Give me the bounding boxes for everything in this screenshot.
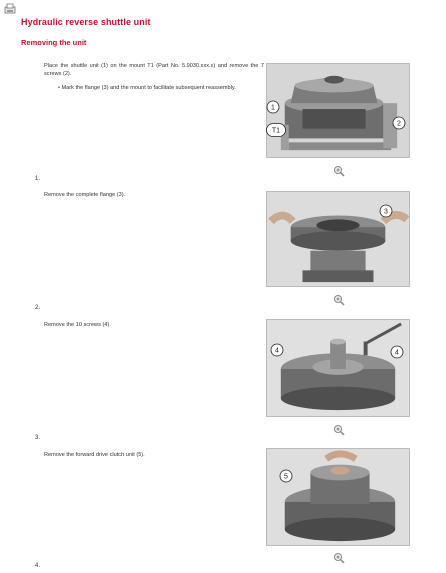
step-1-text: Place the shuttle unit (1) on the mount T1 (Part No. 5.9030.xxx.x) and remove the 7 screws (2). bbox=[44, 63, 264, 77]
callout-t1 bbox=[266, 123, 286, 142]
svg-text:1: 1 bbox=[271, 104, 275, 112]
step-4-photo bbox=[266, 448, 410, 546]
zoom-icon[interactable] bbox=[333, 293, 345, 305]
step-1-bullet bbox=[58, 84, 264, 92]
callout-3 bbox=[379, 204, 393, 223]
step-1-photo bbox=[266, 63, 410, 158]
callout-4-right bbox=[390, 345, 404, 364]
step-1-bullet-text: Mark the flange (3) and the mount to facilitate subsequent reassembly. bbox=[61, 85, 236, 91]
svg-text:5: 5 bbox=[284, 473, 288, 481]
svg-text:2: 2 bbox=[397, 120, 401, 128]
svg-text:4: 4 bbox=[395, 349, 399, 357]
step-number-4: 4. bbox=[35, 563, 41, 569]
step-4-text: Remove the forward drive clutch unit (5). bbox=[44, 452, 145, 458]
document-icon[interactable] bbox=[4, 1, 16, 12]
bullet-icon: • bbox=[58, 85, 62, 91]
page-title: Hydraulic reverse shuttle unit bbox=[21, 17, 151, 27]
step-2-text: Remove the complete flange (3). bbox=[44, 192, 126, 198]
callout-1 bbox=[266, 100, 280, 119]
step-number-2: 2. bbox=[35, 305, 41, 311]
svg-text:3: 3 bbox=[384, 208, 388, 216]
zoom-icon[interactable] bbox=[333, 551, 345, 563]
step-number-1: 1. bbox=[35, 176, 41, 182]
svg-text:4: 4 bbox=[275, 347, 279, 355]
section-title: Removing the unit bbox=[21, 38, 87, 47]
step-3-text: Remove the 10 screws (4). bbox=[44, 322, 111, 328]
step-3-photo bbox=[266, 319, 410, 417]
callout-5 bbox=[279, 469, 293, 488]
zoom-icon[interactable] bbox=[333, 423, 345, 435]
callout-2 bbox=[392, 116, 406, 135]
svg-text:T1: T1 bbox=[271, 127, 281, 135]
step-number-3: 3. bbox=[35, 435, 41, 441]
zoom-icon[interactable] bbox=[333, 164, 345, 176]
callout-4-left bbox=[270, 343, 284, 362]
